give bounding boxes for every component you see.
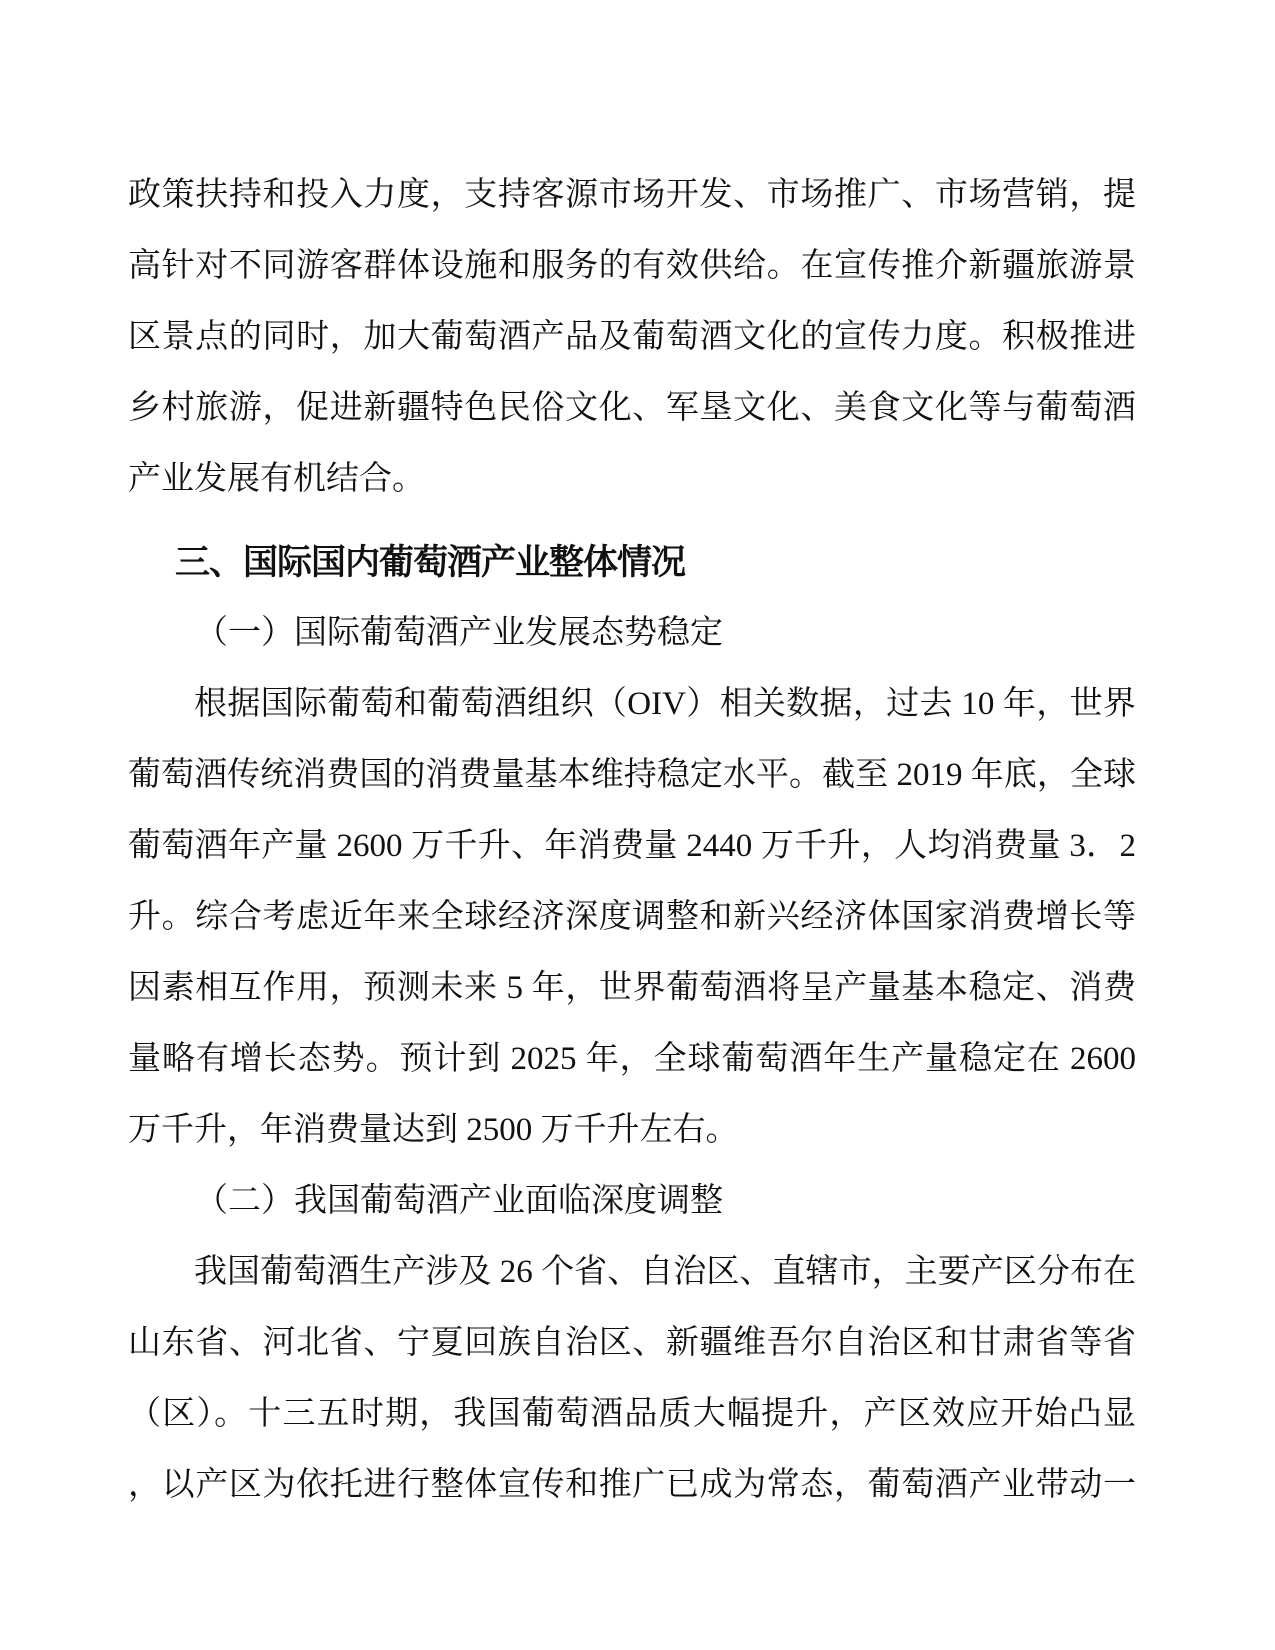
subsection-heading: （一）国际葡萄酒产业发展态势稳定: [195, 615, 723, 651]
paragraph-line: 山东省、河北省、宁夏回族自治区、新疆维吾尔自治区和甘肃省等省: [128, 1325, 1136, 1361]
paragraph-line: 葡萄酒年产量 2600 万千升、年消费量 2440 万千升，人均消费量 3．2: [128, 828, 1137, 864]
paragraph-line: 根据国际葡萄和葡萄酒组织（OIV）相关数据，过去 10 年，世界: [194, 686, 1136, 722]
document-body: [128, 160, 1136, 1521]
paragraph-line: 因素相互作用，预测未来 5 年，世界葡萄酒将呈产量基本稳定、消费: [128, 970, 1136, 1006]
paragraph-line: 万千升，年消费量达到 2500 万千升左右。: [128, 1112, 739, 1148]
paragraph-line: 葡萄酒传统消费国的消费量基本维持稳定水平。截至 2019 年底，全球: [128, 757, 1137, 793]
paragraph-line: 量略有增长态势。预计到 2025 年，全球葡萄酒年生产量稳定在 2600: [128, 1041, 1136, 1077]
paragraph-line: 政策扶持和投入力度，支持客源市场开发、市场推广、市场营销，提: [128, 177, 1136, 213]
paragraph-line: ，以产区为依托进行整体宣传和推广已成为常态，葡萄酒产业带动一: [128, 1467, 1136, 1503]
paragraph-line: 我国葡萄酒生产涉及 26 个省、自治区、直辖市，主要产区分布在: [194, 1254, 1136, 1290]
paragraph-line: 区景点的同时，加大葡萄酒产品及葡萄酒文化的宣传力度。积极推进: [128, 319, 1136, 355]
paragraph-line: 乡村旅游，促进新疆特色民俗文化、军垦文化、美食文化等与葡萄酒: [128, 390, 1136, 426]
section-heading: 三、国际国内葡萄酒产业整体情况: [175, 543, 686, 582]
paragraph-line: 高针对不同游客群体设施和服务的有效供给。在宣传推介新疆旅游景: [128, 248, 1136, 284]
paragraph-line: 产业发展有机结合。: [128, 461, 425, 497]
paragraph-line: 升。综合考虑近年来全球经济深度调整和新兴经济体国家消费增长等: [128, 899, 1136, 935]
subsection-heading: （二）我国葡萄酒产业面临深度调整: [195, 1183, 723, 1219]
paragraph-line: （区）。十三五时期，我国葡萄酒品质大幅提升，产区效应开始凸显: [128, 1396, 1136, 1432]
